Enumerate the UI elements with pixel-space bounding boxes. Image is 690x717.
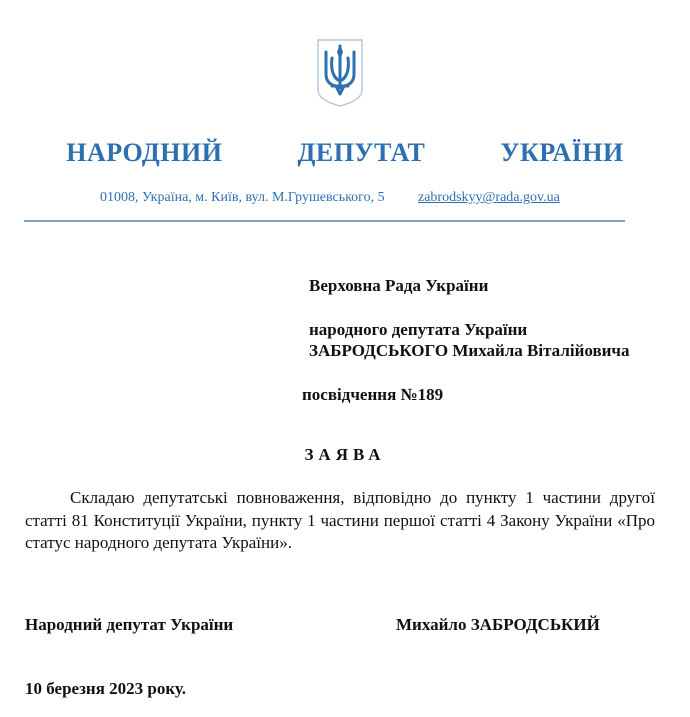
certificate-number: посвідчення №189 xyxy=(302,385,444,404)
signature-name: Михайло ЗАБРОДСЬКИЙ xyxy=(396,615,600,634)
letterhead-divider xyxy=(24,220,625,222)
coat-of-arms-icon xyxy=(316,38,364,108)
statement-body: Складаю депутатські повноваження, відповідно до пункту 1 частини другої статті 81 Конституції України, пункту 1 частини першої статті 4 Закону України «Про статус народного депутата України». xyxy=(25,488,655,552)
email-link[interactable]: zabrodskyy@rada.gov.ua xyxy=(418,190,560,205)
statement-date: 10 березня 2023 року. xyxy=(25,679,186,698)
letterhead-address: 01008, Україна, м. Київ, вул. М.Грушевського, 5 xyxy=(100,190,385,205)
sender-position: народного депутата України xyxy=(309,320,528,339)
sender-name: ЗАБРОДСЬКОГО Михайла Віталійовича xyxy=(309,341,630,360)
statement-heading: ЗАЯВА xyxy=(304,445,386,464)
letterhead-title: НАРОДНИЙ ДЕПУТАТ УКРАЇНИ xyxy=(66,138,624,167)
signature-title: Народний депутат України xyxy=(25,615,234,634)
recipient: Верховна Рада України xyxy=(309,276,489,295)
